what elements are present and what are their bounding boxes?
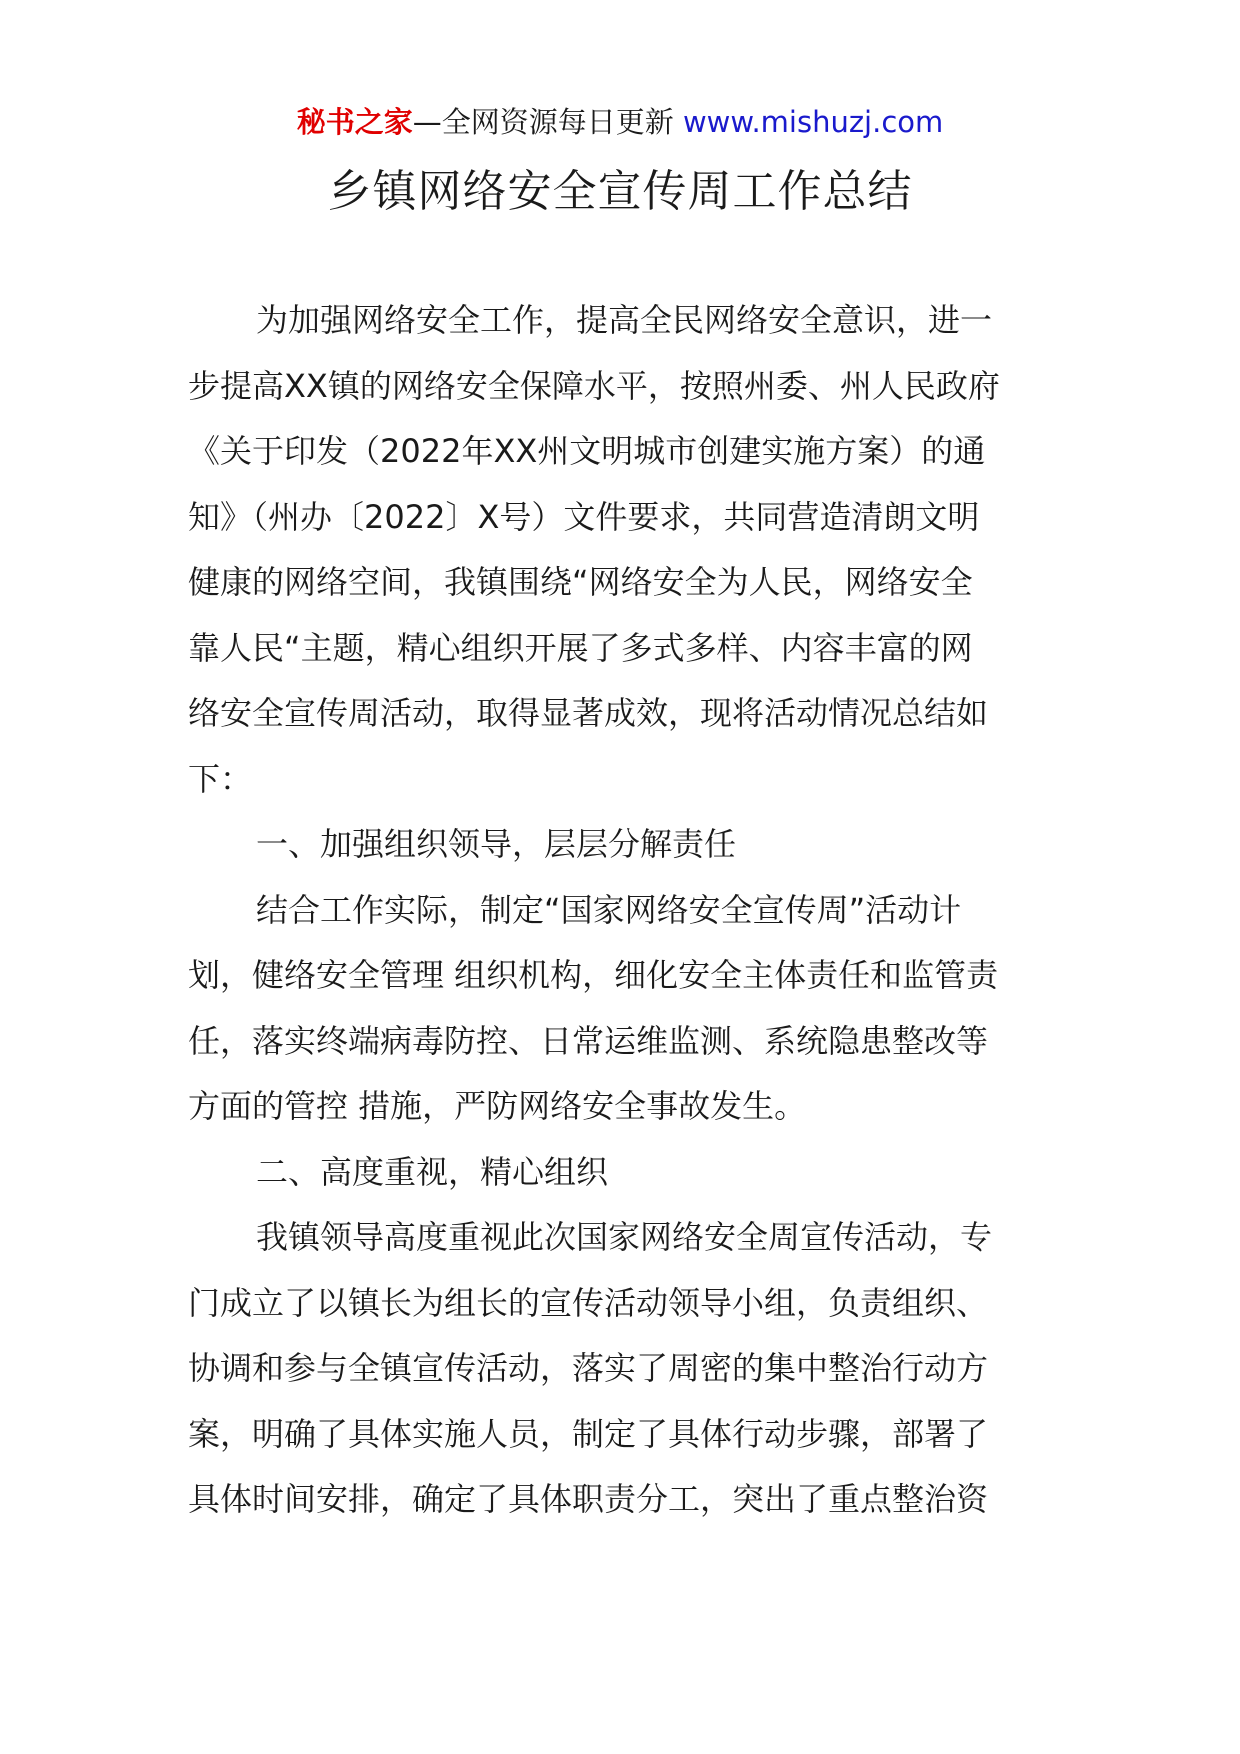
section-heading-1: 一、加强组织领导，层层分解责任 — [256, 825, 737, 863]
body-line: 为加强网络安全工作，提高全民网络安全意识，进一 — [256, 301, 993, 339]
document-body — [188, 288, 1058, 1533]
brand-name: 秘书之家 — [296, 105, 413, 139]
body-line: 健康的网络空间，我镇围绕“网络安全为人民，网络安全 — [188, 563, 973, 601]
body-line: 具体时间安排，确定了具体职责分工，突出了重点整治资 — [188, 1480, 989, 1518]
header-tagline: —全网资源每日更新 — [412, 105, 674, 139]
body-line: 《关于印发（2022年XX州文明城市创建实施方案）的通 — [188, 432, 986, 470]
section-heading-2: 二、高度重视，精心组织 — [256, 1152, 609, 1191]
body-line: 方面的管控 措施，严防网络安全事故发生。 — [188, 1087, 807, 1125]
body-line: 门成立了以镇长为组长的宣传活动领导小组，负责组织、 — [188, 1283, 989, 1322]
body-line: 案，明确了具体实施人员，制定了具体行动步骤，部署了 — [188, 1414, 989, 1453]
body-line: 步提高XX镇的网络安全保障水平，按照州委、州人民政府 — [188, 366, 1000, 405]
watermark-header — [0, 100, 1240, 144]
body-line: 下： — [188, 759, 253, 798]
body-line: 知》（州办〔2022〕X号）文件要求，共同营造清朗文明 — [188, 497, 980, 536]
document-title: 乡镇网络安全宣传周工作总结 — [327, 166, 913, 217]
body-line: 靠人民“主题，精心组织开展了多式多样、内容丰富的网 — [188, 628, 973, 667]
site-url-link[interactable]: www.mishuzj.com — [682, 105, 944, 139]
body-line: 我镇领导高度重视此次国家网络安全周宣传活动，专 — [256, 1218, 993, 1256]
body-line: 协调和参与全镇宣传活动，落实了周密的集中整治行动方 — [188, 1349, 989, 1387]
body-line: 划，健络安全管理 组织机构，细化安全主体责任和监管责 — [188, 956, 999, 994]
body-line: 结合工作实际，制定“国家网络安全宣传周”活动计 — [256, 890, 962, 929]
body-line: 任，落实终端病毒防控、日常运维监测、系统隐患整改等 — [188, 1021, 989, 1060]
body-line: 络安全宣传周活动，取得显著成效，现将活动情况总结如 — [188, 694, 989, 732]
